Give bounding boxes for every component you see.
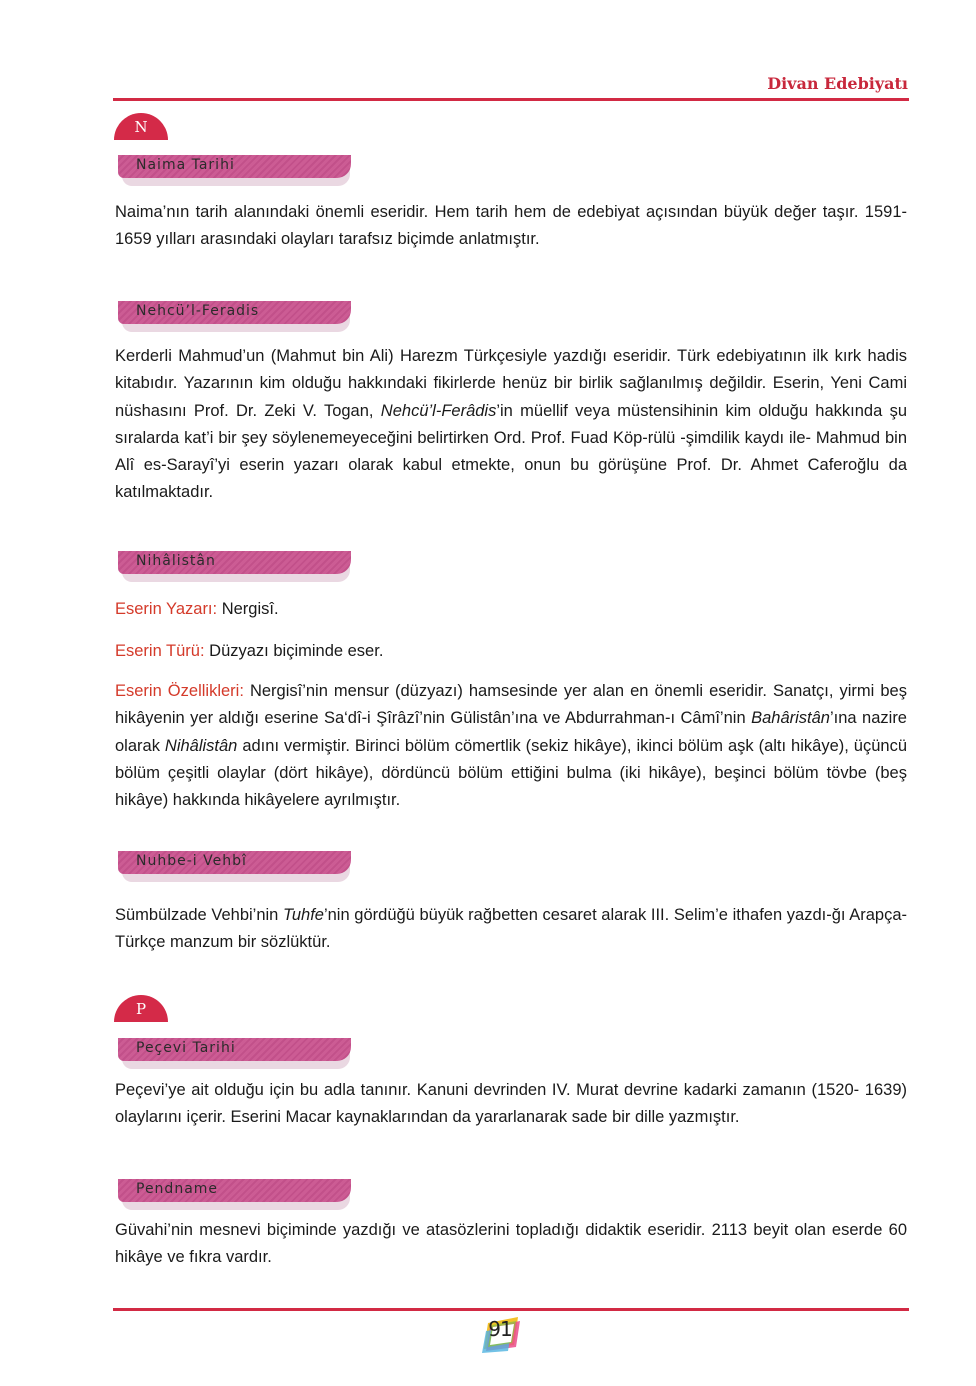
entry-label-nuhbe bbox=[118, 851, 351, 883]
nihalistan-author: Eserin Yazarı: Nergisî. bbox=[115, 600, 279, 618]
entry-title: Peçevi Tarihi bbox=[136, 1040, 236, 1056]
nihalistan-genre: Eserin Türü: Düzyazı biçiminde eser. bbox=[115, 642, 384, 660]
header-rule bbox=[113, 98, 909, 101]
page-header-title: Divan Edebiyatı bbox=[767, 74, 908, 93]
entry-label-naima bbox=[118, 155, 351, 187]
entry-text-pendname: Güvahi’nin mesnevi biçiminde yazdığı ve atasözlerini topladığı didaktik eseridir. 2113 beyit olan eserde 60 hikâye ve fıkra vardır. bbox=[115, 1221, 907, 1267]
field-label: Eserin Yazarı: bbox=[115, 600, 218, 618]
field-label: Eserin Özellikleri: bbox=[115, 682, 244, 700]
entry-label-pendname bbox=[118, 1179, 351, 1211]
entry-title: Naima Tarihi bbox=[136, 157, 235, 173]
entry-title: Nuhbe-i Vehbî bbox=[136, 853, 247, 869]
entry-text-nuhbe: Sümbülzade Vehbi’nin Tuhfe’nin gördüğü büyük rağbetten cesaret alarak III. Selim’e ithafen yazdı-ğı Arapça-Türkçe manzum bir sözlüktür. bbox=[115, 906, 907, 952]
field-label: Eserin Türü: bbox=[115, 642, 205, 660]
entry-text-nehcul: Kerderli Mahmud’un (Mahmut bin Ali) Harezm Türkçesiyle yazdığı eseridir. Türk edebiyatının ilk kırk hadis kitabıdır. Yazarının kim olduğu hakkındaki fikirlerde henüz bir birlik sağlanılmış değildir. Eserin, Yeni Cami nüshasını Prof. Dr. Zeki V. Togan, Nehcü’l-Ferâdis’in müellif veya müstensihinin kim olduğu hakkında şu sıralarda kat’i bir şey söylenemeyeceğini belirtirken Ord. Prof. Fuad Köp-rülü -şimdilik kaydı ile- Mahmud bin Alî es-Sarayî’yi eserin yazarı olarak kabul etmekte, onun bu görüşüne Prof. Dr. Ahmet Caferoğlu da katılmaktadır. bbox=[115, 347, 907, 502]
entry-title: Nehcü’l-Feradis bbox=[136, 303, 260, 319]
section-letter-n: N bbox=[114, 113, 168, 140]
entry-label-pecevi bbox=[118, 1038, 351, 1070]
entry-label-nihalistan bbox=[118, 551, 351, 583]
footer-rule bbox=[113, 1308, 909, 1311]
entry-title: Nihâlistân bbox=[136, 553, 216, 569]
entry-label-nehcul bbox=[118, 301, 351, 333]
entry-text-naima: Naima’nın tarih alanındaki önemli eseridir. Hem tarih hem de edebiyat açısından büyük değer taşır. 1591-1659 yılları arasındaki olayları tarafsız biçimde anlatmıştır. bbox=[115, 203, 907, 249]
nihalistan-features: Eserin Özellikleri: Nergisî’nin mensur (düzyazı) hamsesinde yer alan en önemli eseridir. Sanatçı, yirmi beş hikâyenin yer aldığı eserine Sa‘dî-i Şîrâzî’nin Gülistân’ına ve Abdurrahman-ı Câmî’nin Bahâristân’ına nazire olarak Nihâlistân adını vermiştir. Birinci bölüm cömertlik (sekiz hikâye), ikinci bölüm aşk (altı hikâye), üçüncü bölüm çeşitli olaylar (dört hikâye), dördüncü bölüm ettiğini bulma (iki hikâye), beşinci bölüm tövbe (beş hikâye) hakkında hikâyelere ayrılmıştır. bbox=[115, 682, 907, 810]
section-letter-p: P bbox=[114, 995, 168, 1022]
entry-text-pecevi: Peçevi’ye ait olduğu için bu adla tanınır. Kanuni devrinden IV. Murat devrine kadarki zamanın (1520- 1639) olaylarını içerir. Eserini Macar kaynaklarından da yararlanarak sade bir dille yazmıştır. bbox=[115, 1081, 907, 1127]
page-number: 91 bbox=[488, 1317, 512, 1341]
italic-work-title: Nehcü’l-Ferâdis bbox=[380, 401, 497, 420]
entry-title: Pendname bbox=[136, 1181, 219, 1197]
